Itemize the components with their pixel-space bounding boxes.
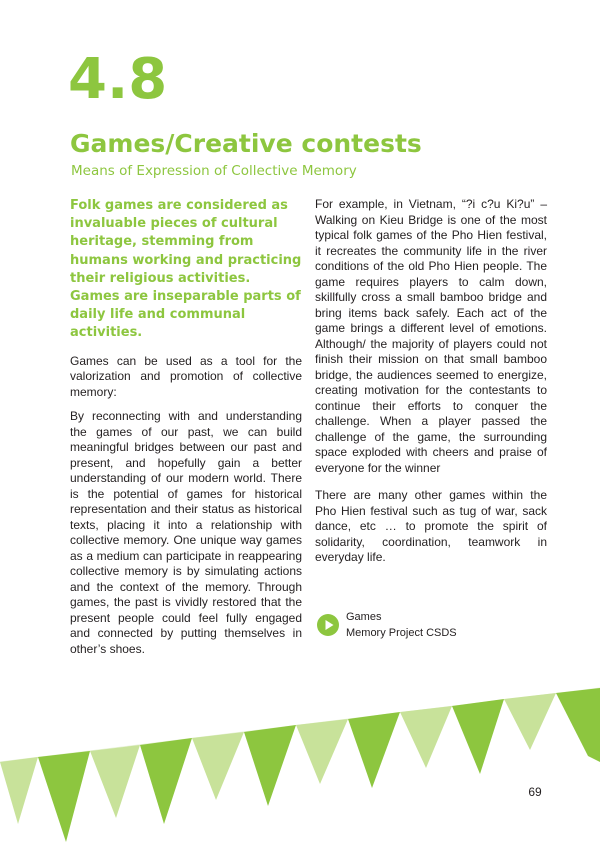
- left-column: [70, 197, 302, 666]
- section-subtitle: Means of Expression of Collective Memory: [71, 163, 357, 179]
- body-paragraph: For example, in Vietnam, “?i c?u Ki?u” – Walking on Kieu Bridge is one of the most typical folk games of the Pho Hien festival, it recreates the community life in the river conditions of the old Pho Hien people. The game requires players to calm down, skillfully cross a small bamboo bridge and bring items back safely. Each act of the game brings a different level of emotions. Although/ the majority of players could not finish their mission on that small bamboo bridge, the audiences seemed to energize, creating motivation for the contestants to continue their efforts to conquer the challenge. When a player passed the challenge of the game, the surrounding space exploded with cheers and praise of everyone for the winner: [315, 197, 547, 475]
- media-caption[interactable]: [317, 609, 457, 641]
- caption-text: [346, 609, 457, 641]
- caption-line-1: Games: [346, 611, 382, 623]
- right-column: [315, 197, 547, 575]
- body-paragraph: Games can be used as a tool for the valorization and promotion of collective memory:: [70, 353, 302, 399]
- lead-paragraph: Folk games are considered as invaluable pieces of cultural heritage, stemming from humans working and practicing their religious activities. Games are inseparable parts of daily life and communal activities.: [70, 198, 302, 341]
- section-title: Games/Creative contests: [70, 129, 422, 158]
- caption-line-2: Memory Project CSDS: [346, 627, 457, 639]
- body-paragraph: There are many other games within the Pho Hien festival such as tug of war, sack dance, etc … to promote the spirit of solidarity, coordination, teamwork in everyday life.: [315, 488, 547, 564]
- body-paragraph: By reconnecting with and understanding the games of our past, we can build meaningful bridges between our past and present, and hopefully gain a better understanding of our modern world. There is the potential of games for historical representation and their status as historical texts, placing it into a relationship with collective memory. One unique way games as a medium can participate in reappearing collective memory is by simulating actions and the context of the memory. Through games, the past is vividly restored that the present people could feel fully engaged and connected by putting themselves in other’s shoes.: [70, 409, 302, 656]
- play-circle-icon[interactable]: [317, 614, 339, 636]
- section-number: 4.8: [68, 47, 168, 112]
- page-number: 69: [528, 785, 542, 799]
- bunting-decoration: [0, 676, 600, 846]
